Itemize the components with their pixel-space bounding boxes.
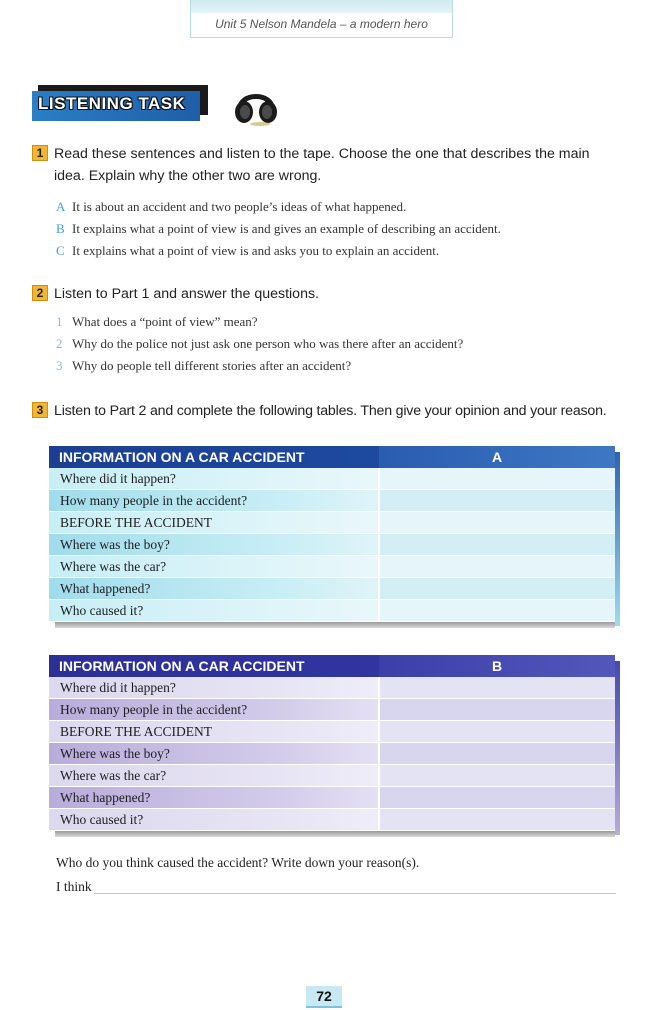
answer-cell[interactable] xyxy=(380,468,615,489)
page-number: 72 xyxy=(306,986,342,1008)
table-a-column-label: A xyxy=(379,446,615,468)
answer-line[interactable] xyxy=(94,893,616,894)
task-2 xyxy=(32,283,620,377)
unit-title: Unit 5 Nelson Mandela – a modern hero xyxy=(215,17,428,31)
answer-cell[interactable] xyxy=(380,699,615,720)
opinion-answer xyxy=(56,879,616,895)
answer-cell[interactable] xyxy=(380,721,615,742)
table-row: Where was the car? xyxy=(49,765,615,787)
table-row: Where was the boy? xyxy=(49,743,615,765)
answer-cell[interactable] xyxy=(380,556,615,577)
table-row: Where was the car? xyxy=(49,556,615,578)
table-b xyxy=(49,655,615,837)
table-row: Where was the boy? xyxy=(49,534,615,556)
answer-prefix: I think xyxy=(56,879,92,894)
table-row: How many people in the accident? xyxy=(49,490,615,512)
table-row: BEFORE THE ACCIDENT xyxy=(49,512,615,534)
task-3-instruction: Listen to Part 2 and complete the following tables. Then give your opinion and your reason. xyxy=(54,403,607,419)
headphones-icon xyxy=(232,84,280,126)
option-a: A It is about an accident and two people’s ideas of what happened. xyxy=(56,199,407,214)
table-b-header xyxy=(49,655,615,677)
answer-cell[interactable] xyxy=(380,787,615,808)
option-c: C It explains what a point of view is and asks you to explain an accident. xyxy=(56,243,440,258)
task-number-badge: 3 xyxy=(32,402,48,418)
option-b: B It explains what a point of view is and gives an example of describing an accident. xyxy=(56,221,501,236)
unit-header xyxy=(190,0,453,38)
task-2-instruction: Listen to Part 1 and answer the questions. xyxy=(54,286,319,302)
task-1-instruction: Read these sentences and listen to the tape. Choose the one that describes the main idea. Explain why the other two are wrong. xyxy=(54,146,590,184)
question-1: 1 What does a “point of view” mean? xyxy=(56,314,258,329)
section-title: LISTENING TASK xyxy=(38,94,186,113)
table-row: Who caused it? xyxy=(49,600,615,622)
table-row: BEFORE THE ACCIDENT xyxy=(49,721,615,743)
table-row: What happened? xyxy=(49,787,615,809)
table-row: Where did it happen? xyxy=(49,677,615,699)
opinion-question: Who do you think caused the accident? Write down your reason(s). xyxy=(56,855,420,870)
table-a-header-title: INFORMATION ON A CAR ACCIDENT xyxy=(59,449,305,465)
answer-cell[interactable] xyxy=(380,578,615,599)
section-banner xyxy=(32,85,208,121)
table-row: What happened? xyxy=(49,578,615,600)
answer-cell[interactable] xyxy=(380,809,615,830)
table-row: Where did it happen? xyxy=(49,468,615,490)
answer-cell[interactable] xyxy=(380,743,615,764)
answer-cell[interactable] xyxy=(380,534,615,555)
answer-cell[interactable] xyxy=(380,600,615,621)
task-number-badge: 1 xyxy=(32,145,48,161)
question-2: 2 Why do the police not just ask one person who was there after an accident? xyxy=(56,336,464,351)
table-a-header xyxy=(49,446,615,468)
question-3: 3 Why do people tell different stories after an accident? xyxy=(56,358,352,373)
table-row: How many people in the accident? xyxy=(49,699,615,721)
task-3 xyxy=(32,400,620,422)
answer-cell[interactable] xyxy=(380,490,615,511)
answer-cell[interactable] xyxy=(380,677,615,698)
table-b-column-label: B xyxy=(379,655,615,677)
table-b-header-title: INFORMATION ON A CAR ACCIDENT xyxy=(59,658,305,674)
table-a xyxy=(49,446,615,628)
task-number-badge: 2 xyxy=(32,285,48,301)
task-1 xyxy=(32,143,620,262)
table-row: Who caused it? xyxy=(49,809,615,831)
answer-cell[interactable] xyxy=(380,765,615,786)
answer-cell[interactable] xyxy=(380,512,615,533)
